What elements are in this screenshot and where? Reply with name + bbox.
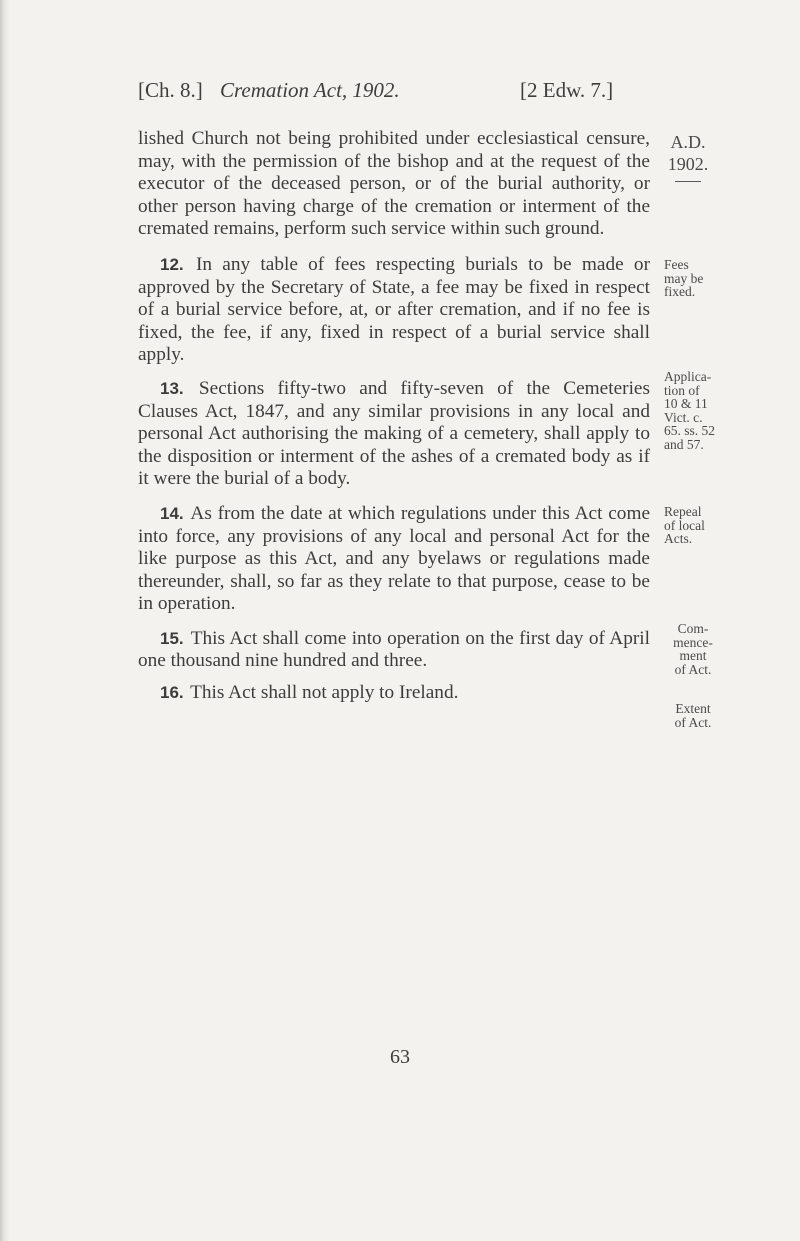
margin-line: of Act. xyxy=(674,714,712,730)
section-13 xyxy=(138,378,650,491)
margin-line: may be xyxy=(664,270,704,286)
margin-line: of local xyxy=(664,517,705,533)
margin-line: Com- xyxy=(677,621,709,636)
margin-line: 10 & 11 xyxy=(664,396,708,411)
margin-line: of Act. xyxy=(674,661,712,677)
margin-line: Acts. xyxy=(664,531,693,546)
section-text: Sections fifty-two and fifty-seven of the Cemeteries Clauses Act, 1847, and any similar provisions in any local and personal Act authorising the making of a cemetery, shall apply to the disposition or interment of the ashes of a cremated body as if it were the burial of a body. xyxy=(138,377,650,490)
header-regnal-year: [2 Edw. 7.] xyxy=(520,78,614,102)
paragraph-continued: lished Church not being prohibited under ecclesiastical censure, may, with the permission of the bishop and at the request of the executor of the deceased person, or of the burial authority, or other person having charge of the cremation or interment of the cremated remains, perform such service within such ground. xyxy=(138,128,650,240)
section-text: As from the date at which regulations under this Act come into force, any provisions of any local and personal Act for the like purpose as this Act, and any byelaws or regulations made thereunder, shall, so far as they relate to that purpose, cease to be in operation. xyxy=(138,502,650,615)
margin-note-extent xyxy=(664,702,722,729)
running-header xyxy=(138,78,650,112)
margin-note-application xyxy=(664,370,736,451)
section-text: In any table of fees respecting burials to be made or approved by the Secretary of State, a fee may be fixed in respect of a burial service before, at, or after cremation, and if no fee is fixed, the fee, if any, fixed in respect of a burial service shall apply. xyxy=(138,253,650,366)
section-number: 14. xyxy=(160,503,184,523)
margin-line: and 57. xyxy=(664,436,704,452)
section-text: This Act shall not apply to Ireland. xyxy=(190,682,459,704)
margin-note-commencement xyxy=(664,622,722,676)
margin-note-repeal xyxy=(664,505,736,546)
header-chapter: [Ch. 8.] xyxy=(138,78,203,102)
margin-line: Fees xyxy=(664,257,689,272)
margin-note-fees xyxy=(664,258,736,299)
margin-ad-rule xyxy=(675,181,701,182)
margin-line: 65. ss. 52 xyxy=(664,423,716,438)
margin-line: mence- xyxy=(673,634,713,650)
binding-edge xyxy=(0,0,10,1241)
section-16 xyxy=(138,682,650,705)
section-number: 12. xyxy=(160,254,184,274)
margin-ad-label: A.D. xyxy=(670,132,706,152)
margin-line: ment xyxy=(679,648,707,663)
section-14 xyxy=(138,503,650,616)
header-title: Cremation Act, 1902. xyxy=(220,78,400,102)
section-12 xyxy=(138,254,650,367)
margin-line: Vict. c. xyxy=(664,409,703,425)
margin-note-anno-domini xyxy=(662,131,714,182)
section-number: 16. xyxy=(160,683,184,703)
margin-line: Repeal xyxy=(664,504,702,519)
section-number: 15. xyxy=(160,628,184,648)
margin-line: Extent xyxy=(675,701,711,716)
section-15 xyxy=(138,628,650,673)
margin-line: tion of xyxy=(664,382,700,398)
margin-line: Applica- xyxy=(664,369,712,384)
margin-ad-year: 1902. xyxy=(667,154,709,174)
body-text xyxy=(138,128,650,705)
section-text: This Act shall come into operation on the first day of April one thousand nine hundred and three. xyxy=(138,627,650,672)
page-number: 63 xyxy=(390,1046,410,1068)
section-number: 13. xyxy=(160,378,184,398)
margin-line: fixed. xyxy=(664,284,696,299)
